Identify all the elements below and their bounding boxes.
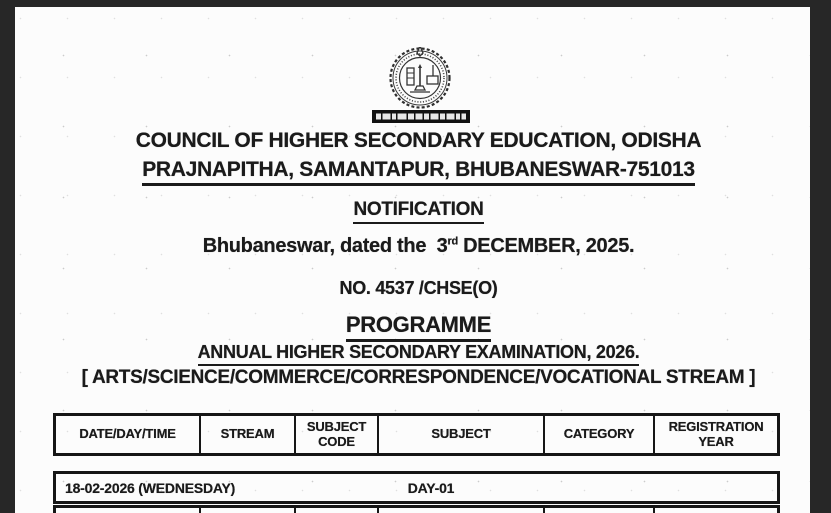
date-ordinal: rd bbox=[447, 235, 458, 248]
date-prefix: Bhubaneswar, dated the 3 bbox=[202, 235, 448, 257]
chse-odisha-seal-icon bbox=[360, 47, 480, 127]
column-header-registration-year: REGISTRATION YEAR bbox=[653, 416, 777, 453]
timetable-header-row bbox=[53, 413, 780, 456]
partial-cell bbox=[653, 508, 777, 513]
column-header-subject: SUBJECT bbox=[377, 416, 543, 453]
notification-heading: NOTIFICATION bbox=[27, 199, 810, 224]
partial-cell bbox=[543, 508, 653, 513]
exam-title: ANNUAL HIGHER SECONDARY EXAMINATION, 2026. bbox=[27, 342, 810, 366]
org-title-line1: COUNCIL OF HIGHER SECONDARY EDUCATION, ODISHA bbox=[135, 129, 702, 152]
column-header-category: CATEGORY bbox=[543, 416, 653, 453]
programme-heading: PROGRAMME bbox=[27, 312, 810, 342]
column-header-subject-code: SUBJECT CODE bbox=[294, 416, 377, 453]
day-number-label: DAY-01 bbox=[407, 479, 455, 496]
notification-date-line bbox=[27, 235, 810, 258]
timetable-partial-row bbox=[53, 505, 780, 513]
odia-script-banner bbox=[372, 110, 470, 123]
partial-cell bbox=[377, 508, 543, 513]
notification-ref-number: NO. 4537 /CHSE(O) bbox=[339, 278, 498, 298]
column-header-date-day-time: DATE/DAY/TIME bbox=[79, 426, 176, 442]
org-address-line: PRAJNAPITHA, SAMANTAPUR, BHUBANESWAR-751013 bbox=[27, 158, 810, 186]
partial-cell bbox=[294, 508, 377, 513]
partial-cell bbox=[199, 508, 294, 513]
partial-cell bbox=[56, 508, 199, 513]
column-header-stream: STREAM bbox=[199, 416, 294, 453]
document-page bbox=[15, 7, 810, 513]
day-banner-row bbox=[53, 471, 780, 504]
exam-date-cell: 18-02-2026 (WEDNESDAY) bbox=[65, 479, 236, 496]
date-suffix: DECEMBER, 2025. bbox=[457, 235, 635, 257]
streams-line: [ ARTS/SCIENCE/COMMERCE/CORRESPONDENCE/VOCATIONAL STREAM ] bbox=[81, 367, 756, 388]
